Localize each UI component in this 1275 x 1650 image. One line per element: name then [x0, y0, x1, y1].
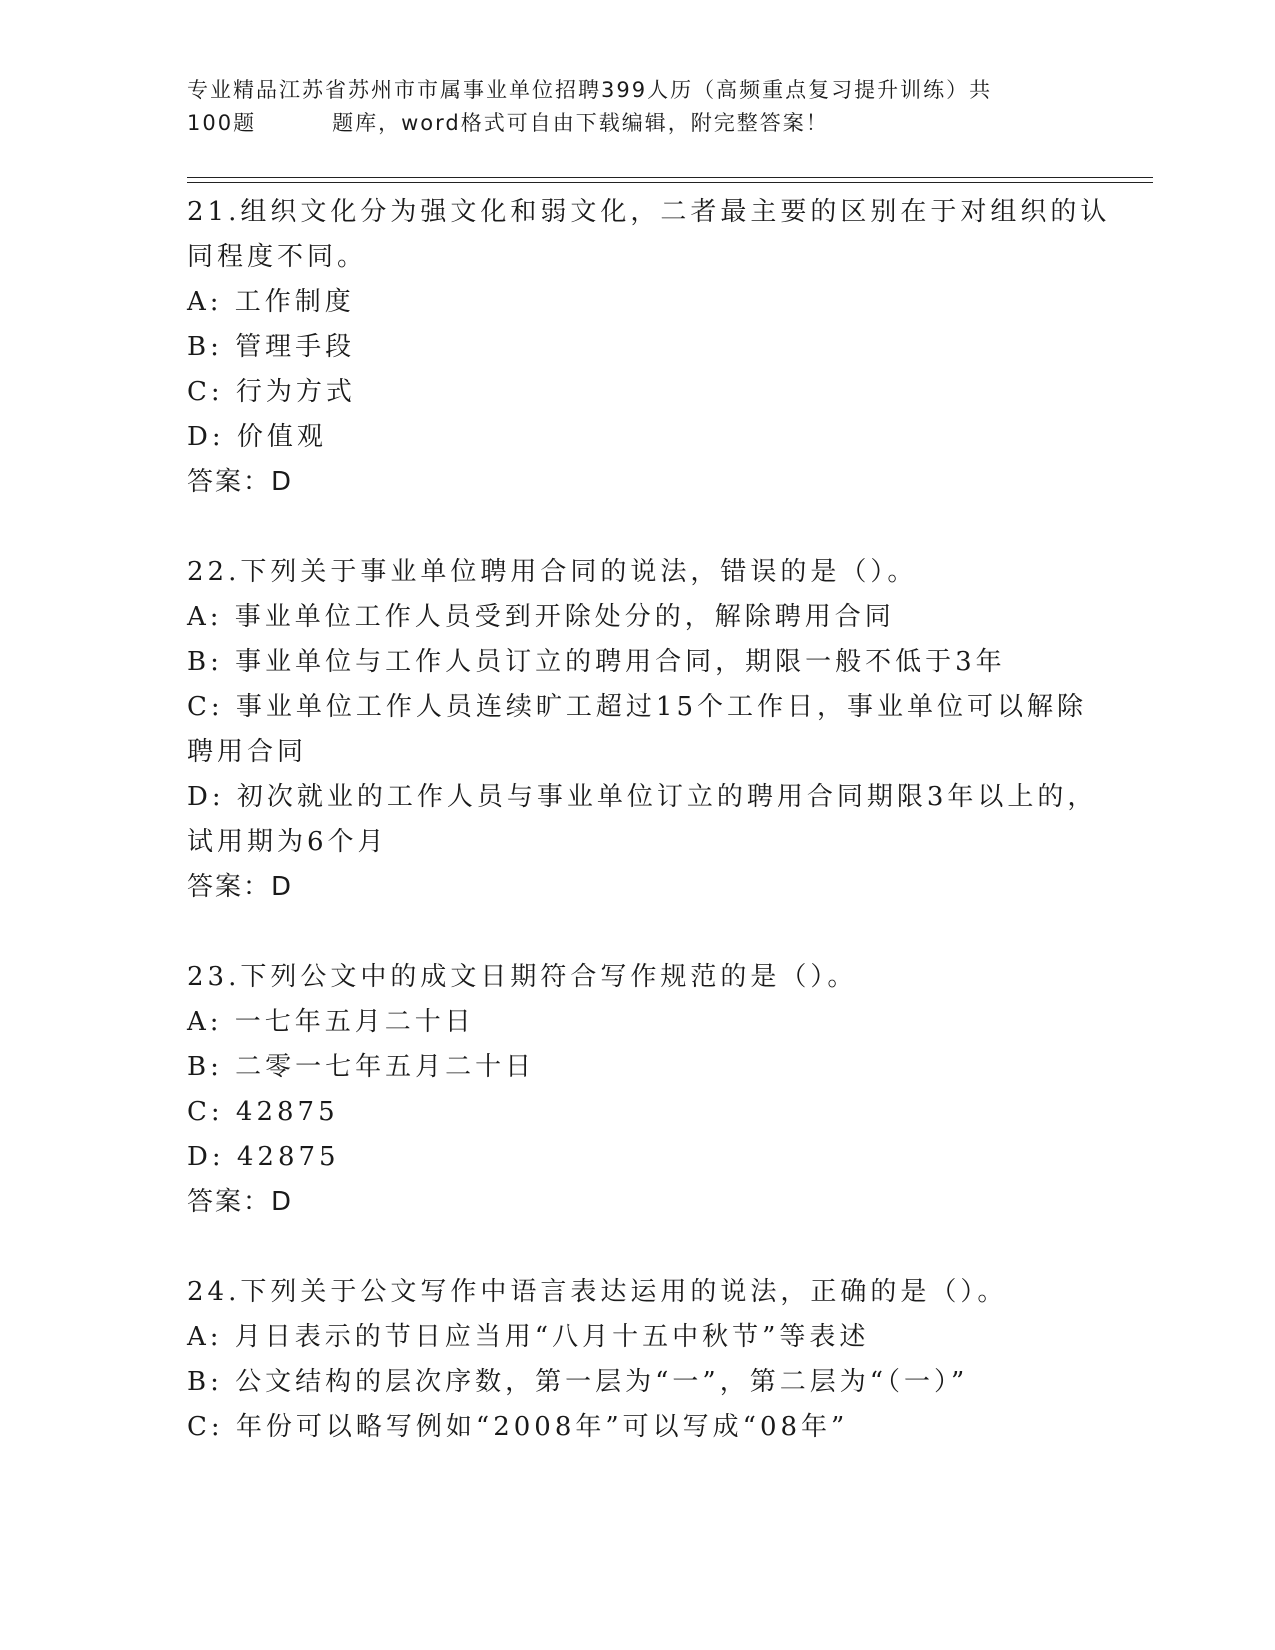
answer-option: C: 42875 — [187, 1097, 339, 1127]
answer-option: C: 年份可以略写例如“2008年”可以写成“08年” — [187, 1412, 849, 1442]
question-stem: 同程度不同。 — [187, 242, 368, 272]
question-23 — [187, 955, 1087, 1225]
answer-option: A: 工作制度 — [187, 287, 355, 317]
answer-key: 答案：D — [187, 467, 294, 497]
header-description: 题库，word格式可自由下载编辑，附完整答案！ — [332, 111, 829, 135]
answer-option: A: 月日表示的节日应当用“八月十五中秋节”等表述 — [187, 1322, 870, 1352]
answer-option: A: 事业单位工作人员受到开除处分的，解除聘用合同 — [187, 602, 895, 632]
question-stem: 22.下列关于事业单位聘用合同的说法，错误的是（）。 — [187, 557, 918, 587]
answer-option: D: 初次就业的工作人员与事业单位订立的聘用合同期限3年以上的， — [187, 782, 1098, 812]
answer-option: B: 管理手段 — [187, 332, 356, 362]
header-line-1: 专业精品江苏省苏州市市属事业单位招聘399人历（高频重点复习提升训练）共 — [187, 78, 993, 102]
answer-option: 聘用合同 — [187, 737, 308, 767]
question-stem: 24.下列关于公文写作中语言表达运用的说法，正确的是（）。 — [187, 1277, 1008, 1307]
question-21 — [187, 190, 1111, 505]
question-list — [187, 190, 1111, 1450]
question-stem: 21.组织文化分为强文化和弱文化，二者最主要的区别在于对组织的认 — [187, 197, 1111, 227]
answer-option: B: 公文结构的层次序数，第一层为“一”，第二层为“（一）” — [187, 1367, 969, 1397]
header-divider-top — [187, 177, 1153, 178]
question-22 — [187, 550, 1098, 910]
answer-option: A: 一七年五月二十日 — [187, 1007, 475, 1037]
answer-option: B: 二零一七年五月二十日 — [187, 1052, 536, 1082]
header-divider-bottom — [187, 182, 1153, 183]
question-stem: 23.下列公文中的成文日期符合写作规范的是（）。 — [187, 962, 858, 992]
answer-option: C: 行为方式 — [187, 377, 356, 407]
answer-option: D: 42875 — [187, 1142, 340, 1172]
answer-key: 答案：D — [187, 1187, 294, 1217]
question-24 — [187, 1270, 1087, 1450]
answer-option: 试用期为6个月 — [187, 827, 388, 857]
header-line-2 — [187, 107, 1087, 140]
answer-key: 答案：D — [187, 872, 294, 902]
answer-option: C: 事业单位工作人员连续旷工超过15个工作日，事业单位可以解除 — [187, 692, 1088, 722]
answer-option: D: 价值观 — [187, 422, 327, 452]
document-header — [187, 74, 1087, 140]
answer-option: B: 事业单位与工作人员订立的聘用合同，期限一般不低于3年 — [187, 647, 1006, 677]
header-count: 100题 — [187, 111, 257, 135]
